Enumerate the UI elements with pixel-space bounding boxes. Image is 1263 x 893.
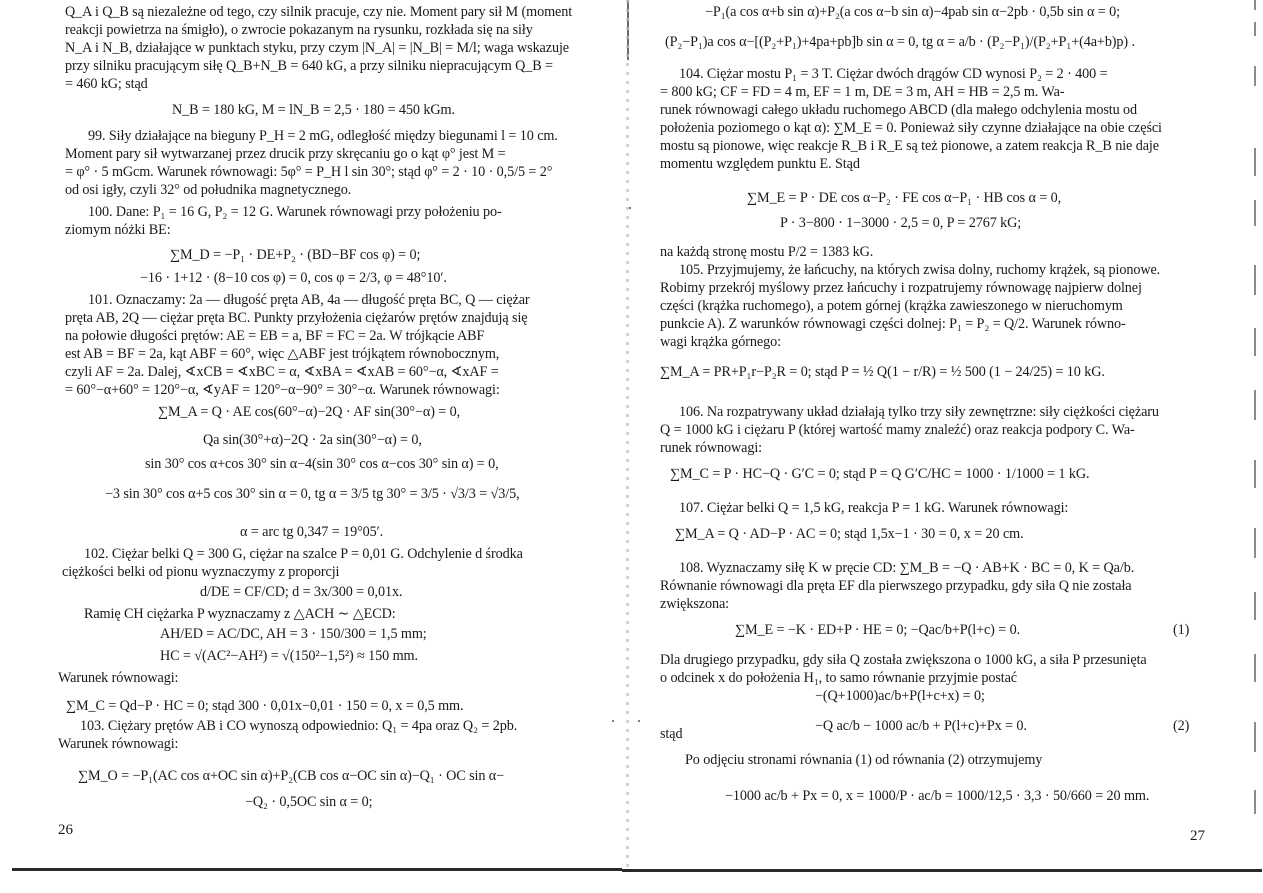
text-line: = 460 kG; stąd — [65, 76, 148, 92]
text-line: ciężkości belki od pionu wyznaczymy z proporcji — [62, 564, 340, 580]
text-line: Dla drugiego przypadku, gdy siła Q została zwiększona o 1000 kG, a siła P przesunięta — [660, 652, 1147, 668]
text-line: na każdą stronę mostu P/2 = 1383 kG. — [660, 244, 874, 260]
margin-mark — [1254, 265, 1256, 295]
margin-mark — [1254, 390, 1256, 420]
margin-mark — [1254, 148, 1256, 176]
text-line: = 800 kG; CF = FD = 4 m, EF = 1 m, DE = 3 m, AH = HB = 2,5 m. Wa- — [660, 84, 1065, 100]
problem-100-start: 100. Dane: P₁ = 16 G, P₂ = 12 G. Warunek równowagi przy położeniu po- — [88, 204, 502, 220]
equation: α = arc tg 0,347 = 19°05′. — [240, 524, 384, 540]
text-line: mostu są pionowe, więc reakcje R_B i R_E są też pionowe, a zatem reakcja R_B nie daje — [660, 138, 1159, 154]
text-line: zwiększona: — [660, 596, 730, 612]
margin-mark — [1254, 460, 1256, 488]
equation: ∑M_C = Qd−P · HC = 0; stąd 300 · 0,01x−0,01 · 150 = 0, x = 0,5 mm. — [66, 698, 464, 714]
problem-104-start: 104. Ciężar mostu P₁ = 3 T. Ciężar dwóch drągów CD wynosi P₂ = 2 · 400 = — [679, 66, 1108, 82]
equation: P · 3−800 · 1−3000 · 2,5 = 0, P = 2767 kG; — [780, 215, 1022, 231]
scan-speck — [612, 720, 614, 722]
left-page — [0, 0, 625, 893]
text-line: reakcji powietrza na śmigło), o zwrocie pokazanym na rysunku, rozkłada się na siły — [65, 22, 533, 38]
text-line: runek równowagi: — [660, 440, 763, 456]
margin-mark — [1254, 528, 1256, 558]
text-line: = 60°−α+60° = 120°−α, ∢yAF = 120°−α−90° = 30°−α. Warunek równowagi: — [65, 382, 500, 398]
text-line: est AB = BF = 2a, kąt ABF = 60°, więc △ABF jest trójkątem równobocznym, — [65, 346, 500, 362]
equation: (P₂−P₁)a cos α−[(P₂+P₁)+4pa+pb]b sin α = 0, tg α = a/b · (P₂−P₁)/(P₂+P₁+(4a+b)p) . — [665, 34, 1135, 50]
margin-mark — [1254, 722, 1256, 752]
text-line: stąd — [660, 726, 683, 742]
equation: ∑M_A = Q · AD−P · AC = 0; stąd 1,5x−1 · 30 = 0, x = 20 cm. — [675, 526, 1024, 542]
page-number: 26 — [58, 822, 73, 838]
text-line: pręta AB, 2Q — ciężar pręta BC. Punkty przyłożenia ciężarów prętów znajdują się — [65, 310, 528, 326]
equation: −(Q+1000)ac/b+P(l+c+x) = 0; — [815, 688, 985, 704]
margin-mark — [1254, 66, 1256, 86]
page-bottom-edge — [622, 869, 1262, 872]
equation: −3 sin 30° cos α+5 cos 30° sin α = 0, tg α = 3/5 tg 30° = 3/5 · √3/3 = √3/5, — [105, 486, 520, 502]
text-line: Warunek równowagi: — [58, 736, 179, 752]
text-line: runek równowagi całego układu ruchomego ABCD (dla małego odchylenia mostu od — [660, 102, 1138, 118]
page-bottom-edge — [12, 868, 622, 871]
text-line: Moment pary sił wytwarzanej przez drucik przy skręcaniu go o kąt φ° jest M = — [65, 146, 506, 162]
problem-106-start: 106. Na rozpatrywany układ działają tylko trzy siły zewnętrzne: siły ciężkości ciężaru — [679, 404, 1159, 420]
text-line: Robimy przekrój myślowy przez łańcuchy i rozpatrujemy równowagę najpierw dolnej — [660, 280, 1142, 296]
text-line: od osi igły, czyli 32° od południka magnetycznego. — [65, 182, 352, 198]
text-line: momentu względem punktu E. Stąd — [660, 156, 860, 172]
equation: −1000 ac/b + Px = 0, x = 1000/P · ac/b = 1000/12,5 · 3,3 · 50/660 = 20 mm. — [725, 788, 1150, 804]
margin-mark — [1254, 0, 1256, 10]
problem-108-start: 108. Wyznaczamy siłę K w pręcie CD: ∑M_B = −Q · AB+K · BC = 0, K = Qa/b. — [679, 560, 1135, 576]
problem-102-start: 102. Ciężar belki Q = 300 G, ciężar na szalce P = 0,01 G. Odchylenie d środka — [84, 546, 523, 562]
equation: −Q ac/b − 1000 ac/b + P(l+c)+Px = 0. — [815, 718, 1027, 734]
problem-103-start: 103. Ciężary prętów AB i CO wynoszą odpowiednio: Q₁ = 4pa oraz Q₂ = 2pb. — [80, 718, 518, 734]
problem-101-start: 101. Oznaczamy: 2a — długość pręta AB, 4a — długość pręta BC, Q — ciężar — [88, 292, 530, 308]
equation: HC = √(AC²−AH²) = √(150²−1,5²) ≈ 150 mm. — [160, 648, 418, 664]
equation: d/DE = CF/CD; d = 3x/300 = 0,01x. — [200, 584, 403, 600]
margin-mark — [1254, 22, 1256, 36]
text-line: Ramię CH ciężarka P wyznaczamy z △ACH ∼ △ECD: — [84, 606, 396, 622]
text-line: Równanie równowagi dla pręta EF dla pierwszego przypadku, gdy siła Q nie została — [660, 578, 1132, 594]
equation: ∑M_E = P · DE cos α−P₂ · FE cos α−P₁ · HB cos α = 0, — [747, 190, 1062, 206]
text-line: Warunek równowagi: — [58, 670, 179, 686]
equation: AH/ED = AC/DC, AH = 3 · 150/300 = 1,5 mm; — [160, 626, 427, 642]
equation: ∑M_A = PR+P₁r−P₂R = 0; stąd P = ½ Q(1 − r/R) = ½ 500 (1 − 24/25) = 10 kG. — [660, 364, 1105, 380]
equation: ∑M_O = −P₁(AC cos α+OC sin α)+P₂(CB cos α−OC sin α)−Q₁ · OC sin α− — [78, 768, 505, 784]
text-line: Q = 1000 kG i ciężaru P (której wartość mamy znaleźć) oraz reakcja podpory C. Wa- — [660, 422, 1135, 438]
margin-mark — [1254, 200, 1256, 226]
equation: ∑M_D = −P₁ · DE+P₂ · (BD−BF cos φ) = 0; — [170, 247, 421, 263]
equation: −16 · 1+12 · (8−10 cos φ) = 0, cos φ = 2/3, φ = 48°10′. — [140, 270, 447, 286]
equation: ∑M_E = −K · ED+P · HE = 0; −Qac/b+P(l+c) = 0. — [735, 622, 1021, 638]
text-line: Po odjęciu stronami równania (1) od równania (2) otrzymujemy — [685, 752, 1043, 768]
equation: −P₁(a cos α+b sin α)+P₂(a cos α−b sin α)−4pab sin α−2pb · 0,5b sin α = 0; — [705, 4, 1120, 20]
equation: ∑M_A = Q · AE cos(60°−α)−2Q · AF sin(30°−α) = 0, — [158, 404, 461, 420]
text-line: części (krążka ruchomego), a potem górnej (krążka zawieszonego w nieruchomym — [660, 298, 1123, 314]
page-number: 27 — [1190, 828, 1205, 844]
text-line: czyli AF = 2a. Dalej, ∢xCB = ∢xBC = α, ∢xBA = ∢xAB = 60°−α, ∢xAF = — [65, 364, 499, 380]
margin-mark — [1254, 328, 1256, 356]
equation: ∑M_C = P · HC−Q · G′C = 0; stąd P = Q G′C/HC = 1000 · 1/1000 = 1 kG. — [670, 466, 1090, 482]
margin-mark — [1254, 654, 1256, 682]
text-line: N_A i N_B, działające w punktach styku, przy czym |N_A| = |N_B| = M/l; waga wskazuje — [65, 40, 569, 56]
text-line: ziomym nóżki BE: — [65, 222, 171, 238]
text-line: przy silniku pracującym siłę Q_B+N_B = 640 kG, a przy silniku niepracującym Q_B = — [65, 58, 553, 74]
text-line: położenia poziomego o kąt α): ∑M_E = 0. Ponieważ siły czynne działające na obie części — [660, 120, 1162, 136]
text-line: Q_A i Q_B są niezależne od tego, czy silnik pracuje, czy nie. Moment pary sił M (moment — [65, 4, 573, 20]
problem-107-start: 107. Ciężar belki Q = 1,5 kG, reakcja P = 1 kG. Warunek równowagi: — [679, 500, 1069, 516]
equation: sin 30° cos α+cos 30° sin α−4(sin 30° cos α−cos 30° sin α) = 0, — [145, 456, 499, 472]
equation-number: (2) — [1173, 718, 1190, 734]
text-line: na połowie długości prętów: AE = EB = a, BF = FC = 2a. W trójkącie ABF — [65, 328, 485, 344]
text-line: o odcinek x do położenia H₁, to samo równanie przyjmie postać — [660, 670, 1017, 686]
right-page — [625, 0, 1263, 893]
text-line: punkcie A). Z warunków równowagi części dolnej: P₁ = P₂ = Q/2. Warunek równo- — [660, 316, 1126, 332]
text-line: wagi krążka górnego: — [660, 334, 781, 350]
equation-number: (1) — [1173, 622, 1190, 638]
equation: −Q₂ · 0,5OC sin α = 0; — [245, 794, 373, 810]
problem-105-start: 105. Przyjmujemy, że łańcuchy, na których zwisa dolny, ruchomy krążek, są pionowe. — [679, 262, 1161, 278]
text-line: = φ° · 5 mGcm. Warunek równowagi: 5φ° = P_H l sin 30°; stąd φ° = 2 · 10 · 0,5/5 = 2° — [65, 164, 553, 180]
problem-99-start: 99. Siły działające na bieguny P_H = 2 mG, odległość między biegunami l = 10 cm. — [88, 128, 558, 144]
equation: N_B = 180 kG, M = lN_B = 2,5 · 180 = 450 kGm. — [172, 102, 455, 118]
margin-mark — [1254, 790, 1256, 814]
margin-mark — [1254, 592, 1256, 620]
equation: Qa sin(30°+α)−2Q · 2a sin(30°−α) = 0, — [203, 432, 422, 448]
